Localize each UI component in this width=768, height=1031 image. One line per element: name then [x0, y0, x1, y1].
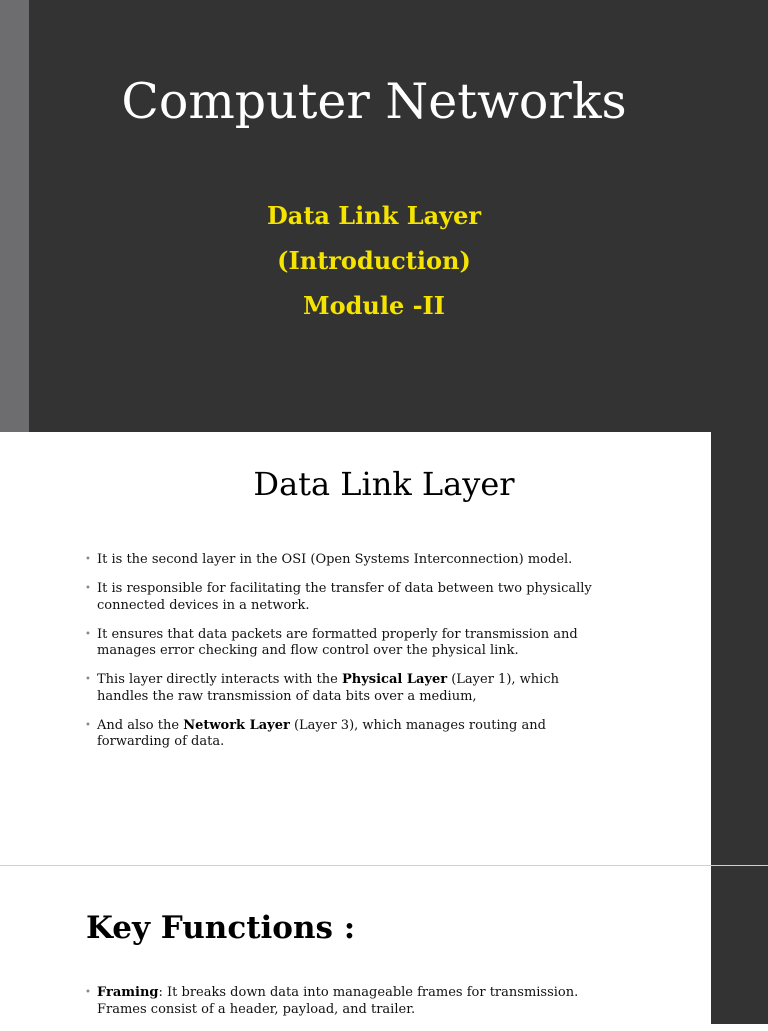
bullet-item: [85, 672, 625, 705]
content-slide-key-functions: [0, 866, 768, 1024]
bullet-text: (Layer 3), which manages routing and: [289, 717, 546, 733]
bullet-dot-icon: •: [85, 583, 91, 594]
bullet-bold-term: Network Layer: [183, 717, 290, 733]
subtitle-line: Data Link Layer: [266, 201, 482, 230]
slide-title: Key Functions :: [86, 910, 356, 946]
bullet-text: It is the second layer in the OSI (Open Systems Interconnection) model.: [97, 552, 573, 567]
presentation-title: Computer Networks: [121, 73, 627, 130]
bullet-item: [85, 552, 625, 569]
bullet-dot-icon: •: [85, 674, 91, 685]
right-accent-band: [711, 866, 768, 1024]
bullet-item: [85, 581, 625, 614]
title-slide: [0, 0, 768, 432]
bullet-dot-icon: •: [85, 628, 91, 640]
bullet-text: This layer directly interacts with the: [97, 672, 342, 687]
bullet-dot-icon: •: [85, 987, 91, 998]
bullet-bold-term: Physical Layer: [341, 672, 448, 687]
bullet-bold-term: Framing: [97, 985, 159, 1000]
bullet-dot-icon: •: [85, 719, 91, 731]
bullet-item: [85, 627, 625, 660]
bullet-text: And also the: [97, 717, 184, 733]
content-slide-data-link-layer: [0, 432, 768, 865]
bullet-text: (Layer 1), which: [447, 672, 559, 687]
bullet-text: connected devices in a network.: [97, 597, 310, 613]
bullet-text: handles the raw transmission of data bits over a medium,: [97, 688, 477, 704]
presentation-subtitle: [30, 193, 718, 328]
left-accent-band: [0, 0, 29, 432]
bullet-text: : It breaks down data into manageable frames for transmission.: [158, 985, 579, 1000]
subtitle-line: Module -II: [303, 291, 445, 320]
bullet-text: Frames consist of a header, payload, and trailer.: [97, 1001, 416, 1017]
bullet-text: It ensures that data packets are formatted properly for transmission and: [97, 626, 578, 642]
bullet-text: It is responsible for facilitating the transfer of data between two physically: [97, 581, 592, 596]
bullet-item: [85, 718, 625, 751]
bullet-dot-icon: •: [85, 554, 91, 565]
bullet-text: manages error checking and flow control over the physical link.: [97, 643, 519, 658]
subtitle-line: (Introduction): [277, 246, 471, 275]
bullet-list: [85, 552, 625, 763]
slide-title: Data Link Layer: [253, 465, 515, 503]
bullet-item: [85, 985, 625, 1018]
bullet-text: forwarding of data.: [97, 734, 225, 749]
